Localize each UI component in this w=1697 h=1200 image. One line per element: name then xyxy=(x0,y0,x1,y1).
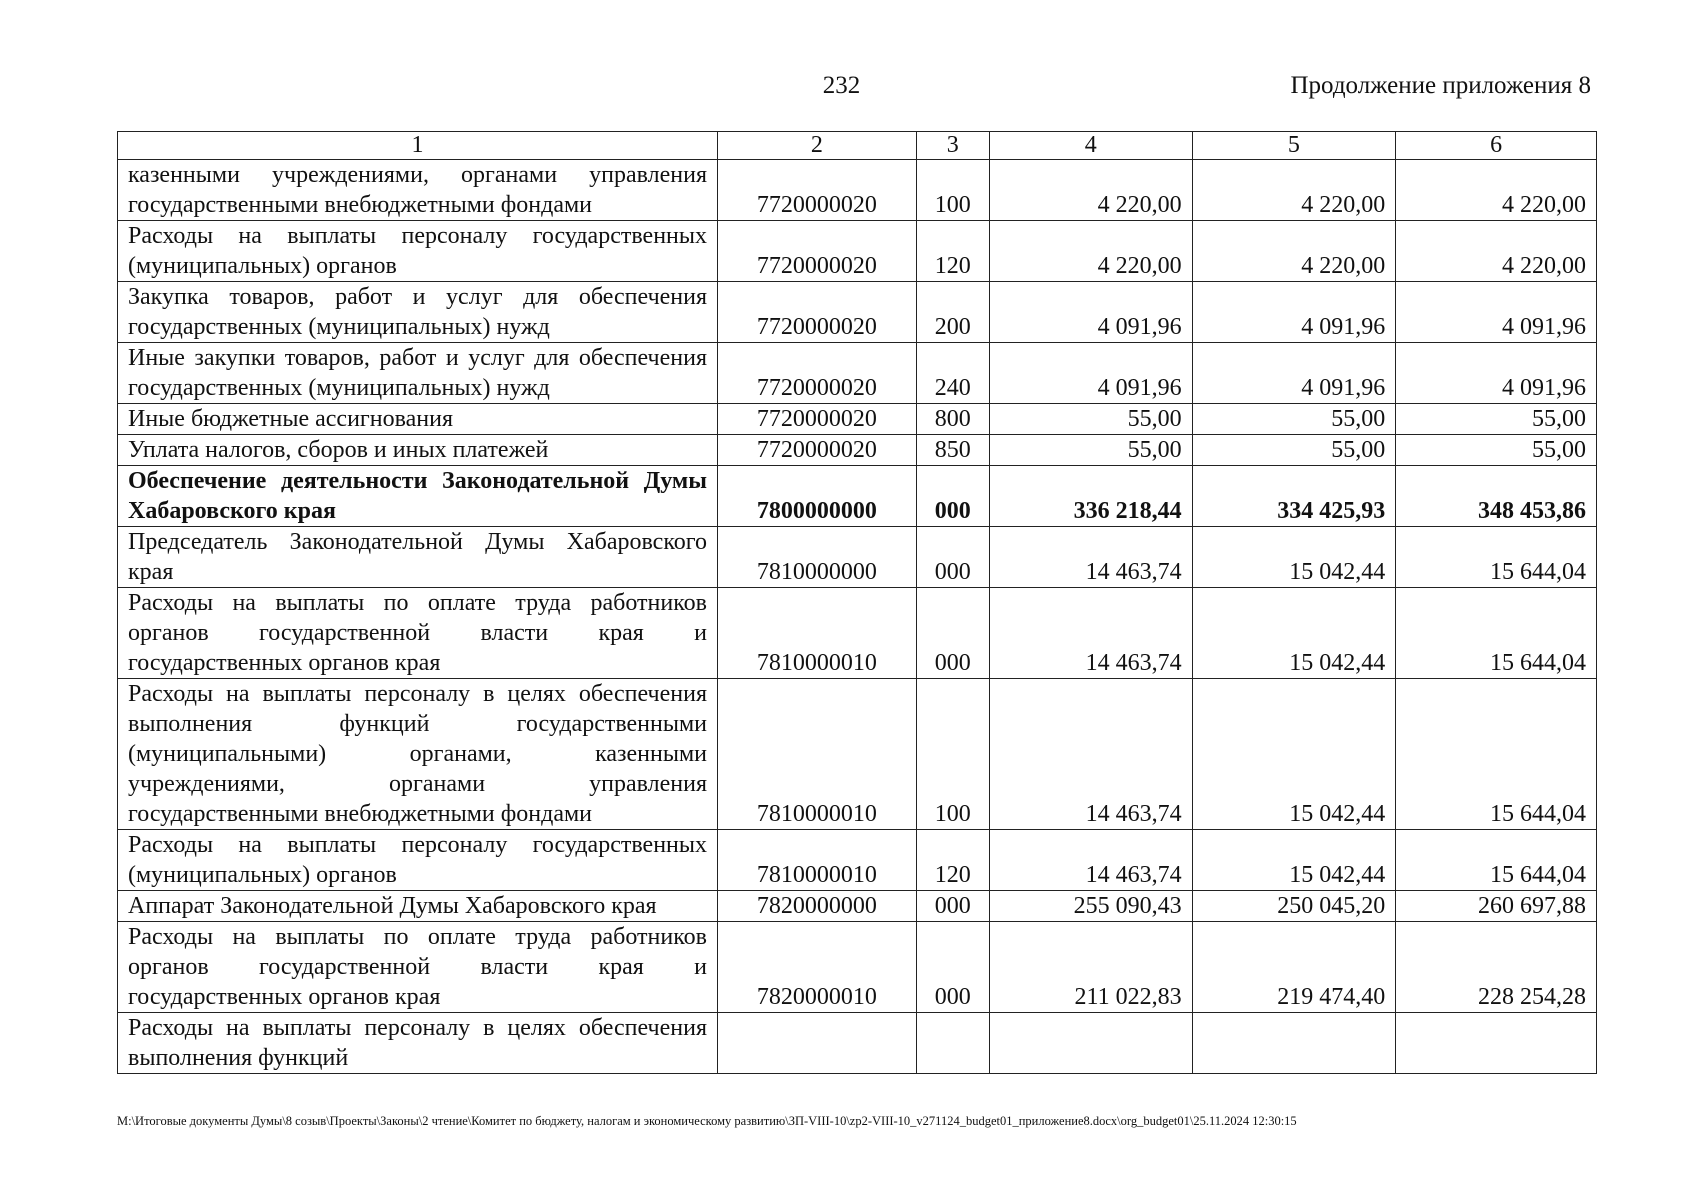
row-amount-col6: 4 091,96 xyxy=(1396,282,1597,343)
row-amount-col5: 15 042,44 xyxy=(1192,830,1396,891)
row-amount-col4: 55,00 xyxy=(989,404,1192,435)
table-row xyxy=(118,891,1597,922)
row-description: Уплата налогов, сборов и иных платежей xyxy=(118,435,718,466)
row-target-code: 7720000020 xyxy=(718,435,917,466)
table-body xyxy=(118,160,1597,1074)
row-target-code: 7820000000 xyxy=(718,891,917,922)
row-amount-col4: 14 463,74 xyxy=(989,588,1192,679)
row-amount-col6: 4 220,00 xyxy=(1396,221,1597,282)
row-target-code: 7820000010 xyxy=(718,922,917,1013)
row-expense-type: 240 xyxy=(916,343,989,404)
row-amount-col6: 55,00 xyxy=(1396,404,1597,435)
row-description: Закупка товаров, работ и услуг для обеспечения государственных (муниципальных) нужд xyxy=(118,282,718,343)
row-amount-col6: 15 644,04 xyxy=(1396,588,1597,679)
row-target-code: 7720000020 xyxy=(718,343,917,404)
row-expense-type: 800 xyxy=(916,404,989,435)
row-amount-col5: 250 045,20 xyxy=(1192,891,1396,922)
row-amount-col5 xyxy=(1192,1013,1396,1074)
row-description: Расходы на выплаты по оплате труда работников органов государственной власти края и государственных органов края xyxy=(118,588,718,679)
table-row xyxy=(118,404,1597,435)
row-amount-col4: 14 463,74 xyxy=(989,679,1192,830)
row-amount-col5: 219 474,40 xyxy=(1192,922,1396,1013)
row-amount-col4: 4 220,00 xyxy=(989,160,1192,221)
row-expense-type: 100 xyxy=(916,679,989,830)
row-amount-col6: 260 697,88 xyxy=(1396,891,1597,922)
row-amount-col4: 4 091,96 xyxy=(989,343,1192,404)
row-amount-col4: 14 463,74 xyxy=(989,830,1192,891)
table-row xyxy=(118,221,1597,282)
row-expense-type: 000 xyxy=(916,891,989,922)
row-amount-col6: 228 254,28 xyxy=(1396,922,1597,1013)
row-description: Расходы на выплаты персоналу в целях обеспечения выполнения функций государственными (муниципальными) органами, казенными учреждениями, органами управления государственными внебюджетными фондами xyxy=(118,679,718,830)
row-amount-col6 xyxy=(1396,1013,1597,1074)
table-row xyxy=(118,160,1597,221)
table-row xyxy=(118,1013,1597,1074)
row-expense-type: 850 xyxy=(916,435,989,466)
row-amount-col4: 4 091,96 xyxy=(989,282,1192,343)
document-file-path: M:\Итоговые документы Думы\8 созыв\Проекты\Законы\2 чтение\Комитет по бюджету, налогам и экономическому развитию\ЗП-VIII-10\zp2-VIII-10_v271124_budget01_приложение8.docx\org_budget01\25.11.2024 12:30:15 xyxy=(117,1114,1297,1128)
row-target-code: 7720000020 xyxy=(718,404,917,435)
row-description: казенными учреждениями, органами управления государственными внебюджетными фондами xyxy=(118,160,718,221)
budget-table xyxy=(117,131,1597,1074)
row-description: Иные бюджетные ассигнования xyxy=(118,404,718,435)
row-expense-type: 000 xyxy=(916,922,989,1013)
row-amount-col4: 14 463,74 xyxy=(989,527,1192,588)
table-row xyxy=(118,588,1597,679)
row-expense-type: 200 xyxy=(916,282,989,343)
row-description: Председатель Законодательной Думы Хабаровского края xyxy=(118,527,718,588)
column-header-1: 1 xyxy=(118,132,718,160)
row-amount-col6: 348 453,86 xyxy=(1396,466,1597,527)
row-target-code xyxy=(718,1013,917,1074)
row-target-code: 7720000020 xyxy=(718,221,917,282)
row-description: Расходы на выплаты персоналу государственных (муниципальных) органов xyxy=(118,830,718,891)
table-row xyxy=(118,830,1597,891)
column-header-3: 3 xyxy=(916,132,989,160)
row-amount-col4: 4 220,00 xyxy=(989,221,1192,282)
row-amount-col6: 4 220,00 xyxy=(1396,160,1597,221)
row-amount-col6: 15 644,04 xyxy=(1396,527,1597,588)
row-target-code: 7810000010 xyxy=(718,679,917,830)
row-amount-col4 xyxy=(989,1013,1192,1074)
row-amount-col4: 336 218,44 xyxy=(989,466,1192,527)
table-row xyxy=(118,679,1597,830)
table-row xyxy=(118,527,1597,588)
row-expense-type: 100 xyxy=(916,160,989,221)
row-expense-type xyxy=(916,1013,989,1074)
column-header-4: 4 xyxy=(989,132,1192,160)
row-amount-col6: 55,00 xyxy=(1396,435,1597,466)
row-amount-col5: 55,00 xyxy=(1192,435,1396,466)
row-description: Расходы на выплаты персоналу государственных (муниципальных) органов xyxy=(118,221,718,282)
row-description: Расходы на выплаты персоналу в целях обеспечения выполнения функций xyxy=(118,1013,718,1074)
row-amount-col5: 4 220,00 xyxy=(1192,221,1396,282)
row-amount-col4: 211 022,83 xyxy=(989,922,1192,1013)
table-row xyxy=(118,282,1597,343)
row-amount-col6: 15 644,04 xyxy=(1396,830,1597,891)
table-row xyxy=(118,466,1597,527)
row-amount-col5: 15 042,44 xyxy=(1192,527,1396,588)
page-number-text: 232 xyxy=(822,72,861,99)
appendix-continuation-title: Продолжение приложения 8 xyxy=(1290,72,1591,99)
table-row xyxy=(118,343,1597,404)
row-target-code: 7720000020 xyxy=(718,160,917,221)
row-target-code: 7810000000 xyxy=(718,527,917,588)
row-amount-col5: 4 091,96 xyxy=(1192,343,1396,404)
column-header-5: 5 xyxy=(1192,132,1396,160)
row-amount-col5: 15 042,44 xyxy=(1192,588,1396,679)
row-expense-type: 000 xyxy=(916,466,989,527)
row-expense-type: 000 xyxy=(916,527,989,588)
row-amount-col4: 55,00 xyxy=(989,435,1192,466)
row-amount-col5: 15 042,44 xyxy=(1192,679,1396,830)
row-target-code: 7720000020 xyxy=(718,282,917,343)
row-amount-col6: 4 091,96 xyxy=(1396,343,1597,404)
row-description: Иные закупки товаров, работ и услуг для обеспечения государственных (муниципальных) нужд xyxy=(118,343,718,404)
column-header-6: 6 xyxy=(1396,132,1597,160)
row-description: Расходы на выплаты по оплате труда работников органов государственной власти края и государственных органов края xyxy=(118,922,718,1013)
column-number-row xyxy=(118,132,1597,160)
table-row xyxy=(118,922,1597,1013)
row-expense-type: 000 xyxy=(916,588,989,679)
row-description: Обеспечение деятельности Законодательной Думы Хабаровского края xyxy=(118,466,718,527)
row-description: Аппарат Законодательной Думы Хабаровского края xyxy=(118,891,718,922)
column-header-2: 2 xyxy=(718,132,917,160)
row-target-code: 7810000010 xyxy=(718,830,917,891)
row-amount-col5: 4 220,00 xyxy=(1192,160,1396,221)
row-target-code: 7800000000 xyxy=(718,466,917,527)
row-amount-col5: 4 091,96 xyxy=(1192,282,1396,343)
row-expense-type: 120 xyxy=(916,830,989,891)
row-expense-type: 120 xyxy=(916,221,989,282)
row-amount-col5: 334 425,93 xyxy=(1192,466,1396,527)
row-amount-col4: 255 090,43 xyxy=(989,891,1192,922)
table-row xyxy=(118,435,1597,466)
row-target-code: 7810000010 xyxy=(718,588,917,679)
row-amount-col6: 15 644,04 xyxy=(1396,679,1597,830)
row-amount-col5: 55,00 xyxy=(1192,404,1396,435)
